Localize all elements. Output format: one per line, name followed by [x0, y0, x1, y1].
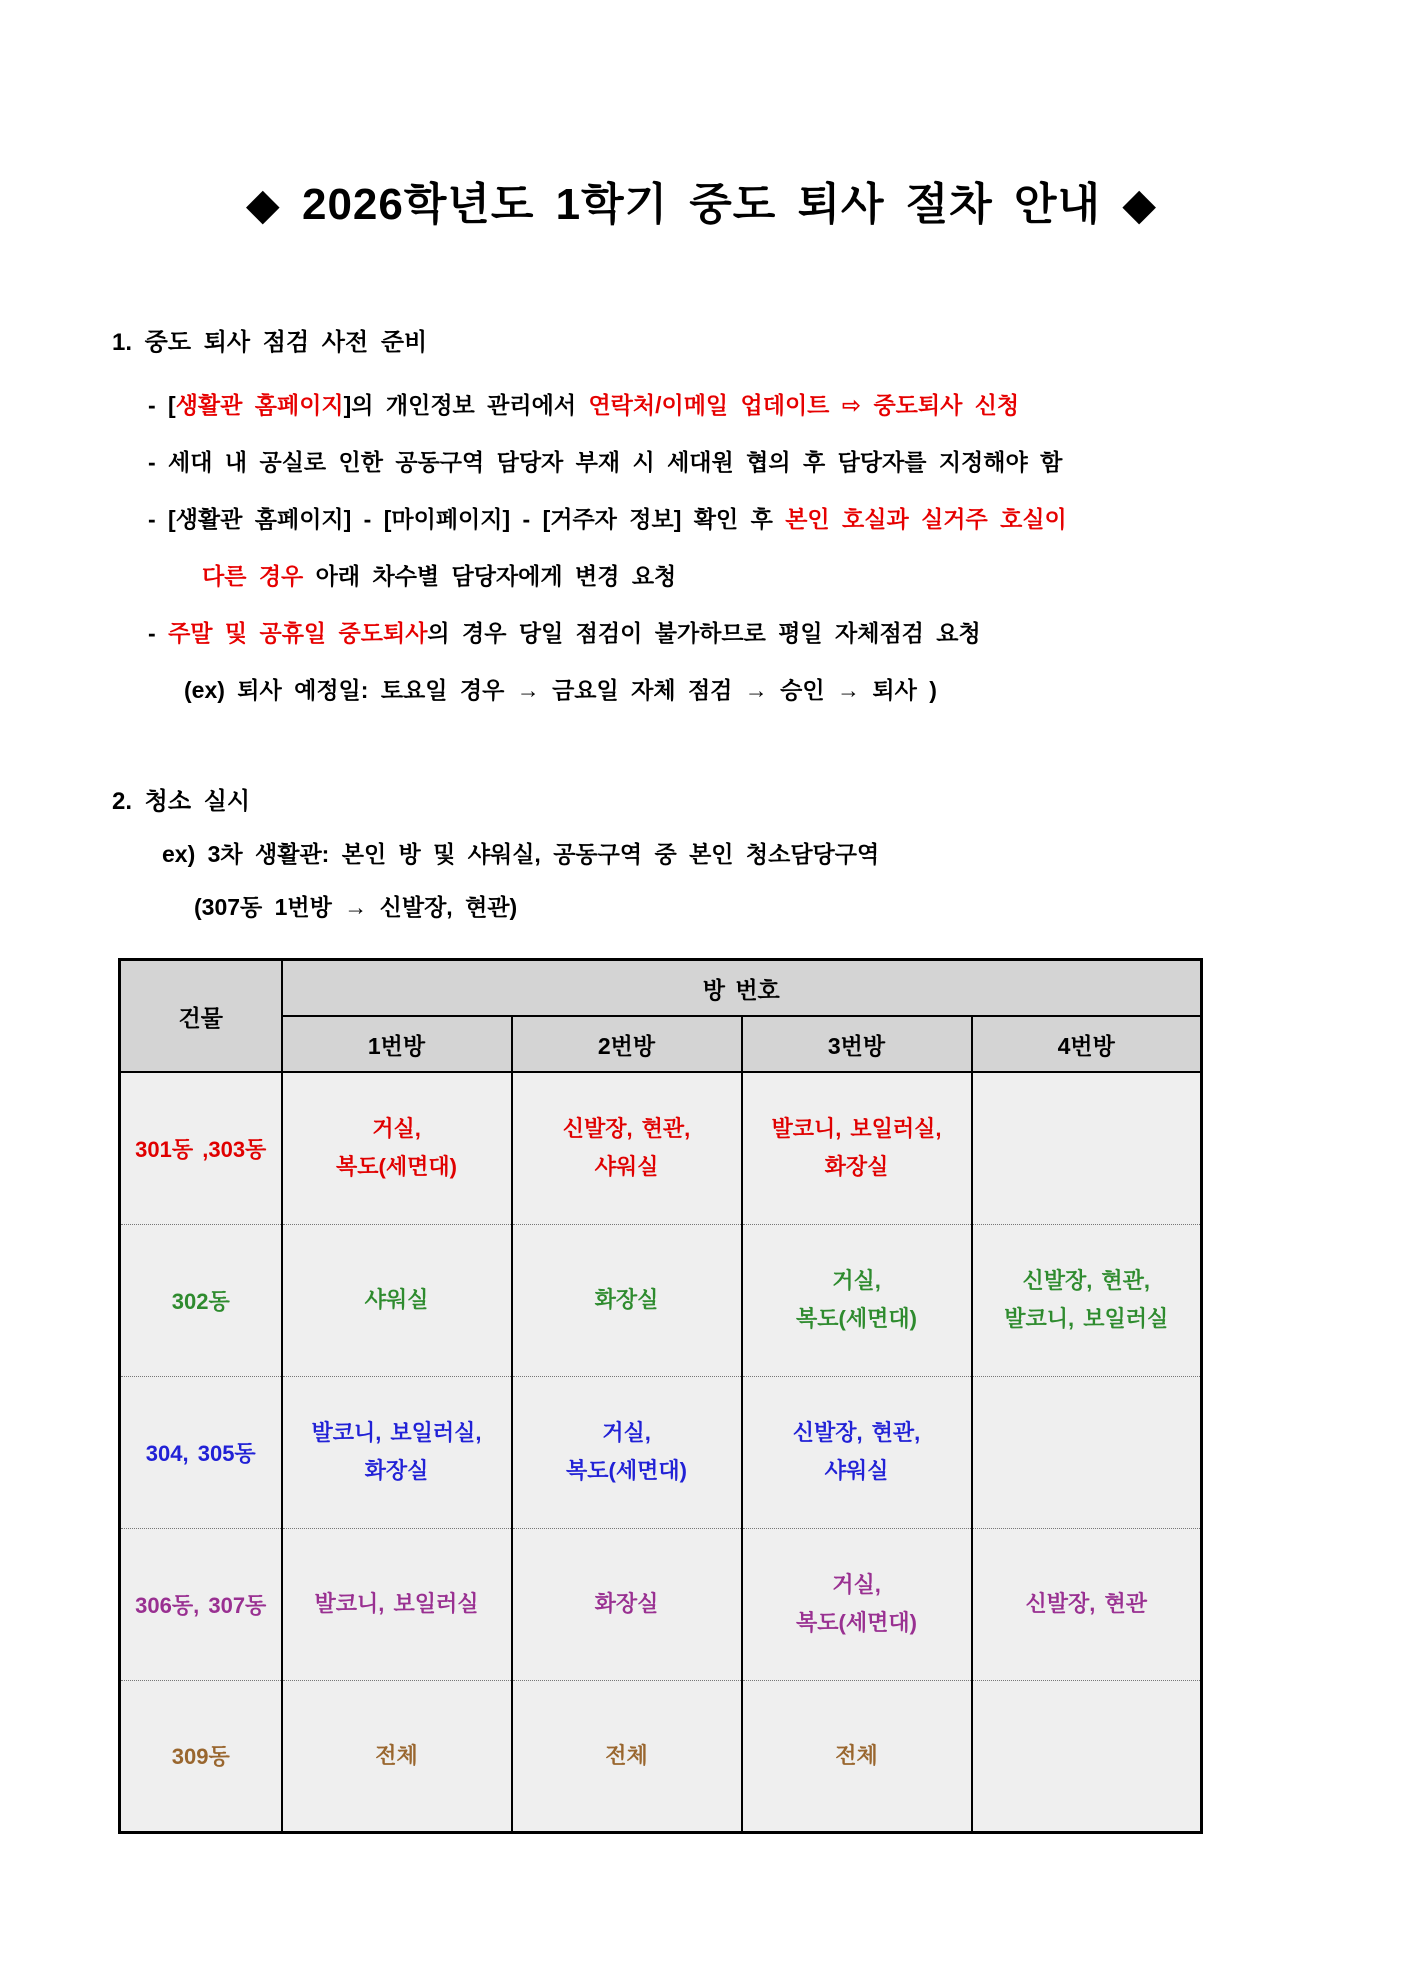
header-room-3: 3번방 — [742, 1016, 972, 1072]
text-segment: 생활관 홈페이지 — [175, 392, 344, 418]
duty-line: 복도(세면대) — [336, 1154, 457, 1180]
section-2-heading: 2. 청소 실시 — [112, 788, 251, 815]
text-segment: - [생활관 홈페이지] - [마이페이지] - [거주자 정보] 확인 후 — [148, 506, 786, 532]
text-segment: 아래 차수별 담당자에게 변경 요청 — [303, 563, 677, 589]
building-cell: 302동 — [120, 1224, 282, 1376]
duty-cell — [972, 1376, 1202, 1528]
table-row-304-305 — [120, 1376, 1202, 1528]
cleaning-example-line — [162, 828, 1403, 881]
duty-line: 거실, — [832, 1268, 881, 1293]
duty-cell — [512, 1072, 742, 1224]
duty-line: 거실, — [372, 1116, 421, 1142]
duty-cell — [282, 1376, 512, 1528]
section-1-heading: 1. 중도 퇴사 점검 사전 준비 — [112, 329, 428, 356]
duty-cell — [512, 1680, 742, 1832]
header-room-number-group: 방 번호 — [282, 960, 1202, 1017]
duty-line: 거실, — [832, 1572, 881, 1597]
duty-line: 화장실 — [594, 1287, 659, 1312]
text-segment: 다른 경우 — [202, 563, 304, 589]
duty-line: 신발장, 현관 — [1025, 1591, 1147, 1616]
duty-line: 전체 — [835, 1742, 878, 1768]
text-segment: 연락처/이메일 업데이트 ⇨ 중도퇴사 신청 — [588, 392, 1020, 418]
duty-cell — [512, 1224, 742, 1376]
duty-line: 화장실 — [594, 1591, 659, 1616]
text-segment: (ex) 퇴사 예정일: 토요일 경우 → 금요일 자체 점검 → 승인 → 퇴사 ) — [184, 677, 937, 703]
cleaning-duty-table — [118, 958, 1203, 1834]
header-room-4: 4번방 — [972, 1016, 1202, 1072]
text-segment: ]의 개인정보 관리에서 — [343, 392, 589, 418]
duty-line: 샤워실 — [824, 1458, 889, 1483]
duty-line: 신발장, 현관, — [562, 1116, 691, 1142]
duty-cell — [282, 1224, 512, 1376]
duty-cell — [282, 1680, 512, 1832]
section-2-body — [0, 828, 1403, 934]
duty-cell — [742, 1224, 972, 1376]
duty-cell — [972, 1224, 1202, 1376]
bullet-room-check-continued — [202, 548, 1403, 605]
text-segment: 의 경우 당일 점검이 불가하므로 평일 자체점검 요청 — [427, 620, 981, 646]
text-segment: - — [148, 620, 169, 646]
duty-line: 샤워실 — [594, 1154, 659, 1180]
duty-cell — [742, 1680, 972, 1832]
duty-cell — [972, 1680, 1202, 1832]
table-row-301-303 — [120, 1072, 1202, 1224]
building-cell: 301동 ,303동 — [120, 1072, 282, 1224]
header-room-2: 2번방 — [512, 1016, 742, 1072]
bullet-room-check — [148, 491, 1403, 548]
duty-line: 복도(세면대) — [796, 1610, 917, 1635]
duty-line: 발코니, 보일러실 — [314, 1591, 479, 1616]
page-title: ◆ 2026학년도 1학기 중도 퇴사 절차 안내 ◆ — [245, 180, 1158, 229]
duty-line: 발코니, 보일러실 — [1004, 1306, 1169, 1331]
duty-line: 샤워실 — [364, 1287, 429, 1312]
building-cell: 309동 — [120, 1680, 282, 1832]
duty-cell — [742, 1376, 972, 1528]
duty-line: 신발장, 현관, — [1022, 1268, 1151, 1293]
duty-cell — [512, 1376, 742, 1528]
text-segment: - 세대 내 공실로 인한 공동구역 담당자 부재 시 세대원 협의 후 담당자를 지정해야 함 — [148, 449, 1063, 475]
building-cell: 306동, 307동 — [120, 1528, 282, 1680]
duty-line: 화장실 — [364, 1458, 429, 1483]
duty-cell — [282, 1072, 512, 1224]
text-segment: 주말 및 공휴일 중도퇴사 — [168, 620, 428, 646]
duty-cell — [742, 1528, 972, 1680]
text-segment: - [ — [148, 392, 176, 418]
duty-cell — [972, 1072, 1202, 1224]
duty-cell — [282, 1528, 512, 1680]
duty-line: 복도(세면대) — [566, 1458, 687, 1483]
text-segment: (307동 1번방 → 신발장, 현관) — [194, 894, 518, 920]
duty-line: 발코니, 보일러실, — [771, 1116, 942, 1142]
table-header — [120, 960, 1202, 1073]
text-segment: ex) 3차 생활관: 본인 방 및 샤워실, 공동구역 중 본인 청소담당구역 — [162, 841, 880, 867]
duty-line: 전체 — [605, 1742, 648, 1768]
cleaning-example-detail — [194, 881, 1403, 934]
duty-line: 발코니, 보일러실, — [311, 1420, 482, 1445]
duty-cell — [742, 1072, 972, 1224]
header-building: 건물 — [120, 960, 282, 1073]
duty-cell — [512, 1528, 742, 1680]
duty-line: 화장실 — [824, 1154, 889, 1180]
duty-line: 거실, — [602, 1420, 651, 1445]
section-1-body — [0, 377, 1403, 719]
duty-line: 복도(세면대) — [796, 1306, 917, 1331]
text-segment: 본인 호실과 실거주 호실이 — [785, 506, 1067, 532]
bullet-example-schedule — [184, 662, 1403, 719]
header-room-1: 1번방 — [282, 1016, 512, 1072]
table-row-309 — [120, 1680, 1202, 1832]
table-row-302 — [120, 1224, 1202, 1376]
bullet-vacancy-manager — [148, 434, 1403, 491]
duty-cell — [972, 1528, 1202, 1680]
bullet-weekend-checkout — [148, 605, 1403, 662]
duty-line: 신발장, 현관, — [792, 1420, 921, 1445]
bullet-homepage-update — [148, 377, 1403, 434]
building-cell: 304, 305동 — [120, 1376, 282, 1528]
table-row-306-307 — [120, 1528, 1202, 1680]
duty-line: 전체 — [375, 1742, 418, 1768]
